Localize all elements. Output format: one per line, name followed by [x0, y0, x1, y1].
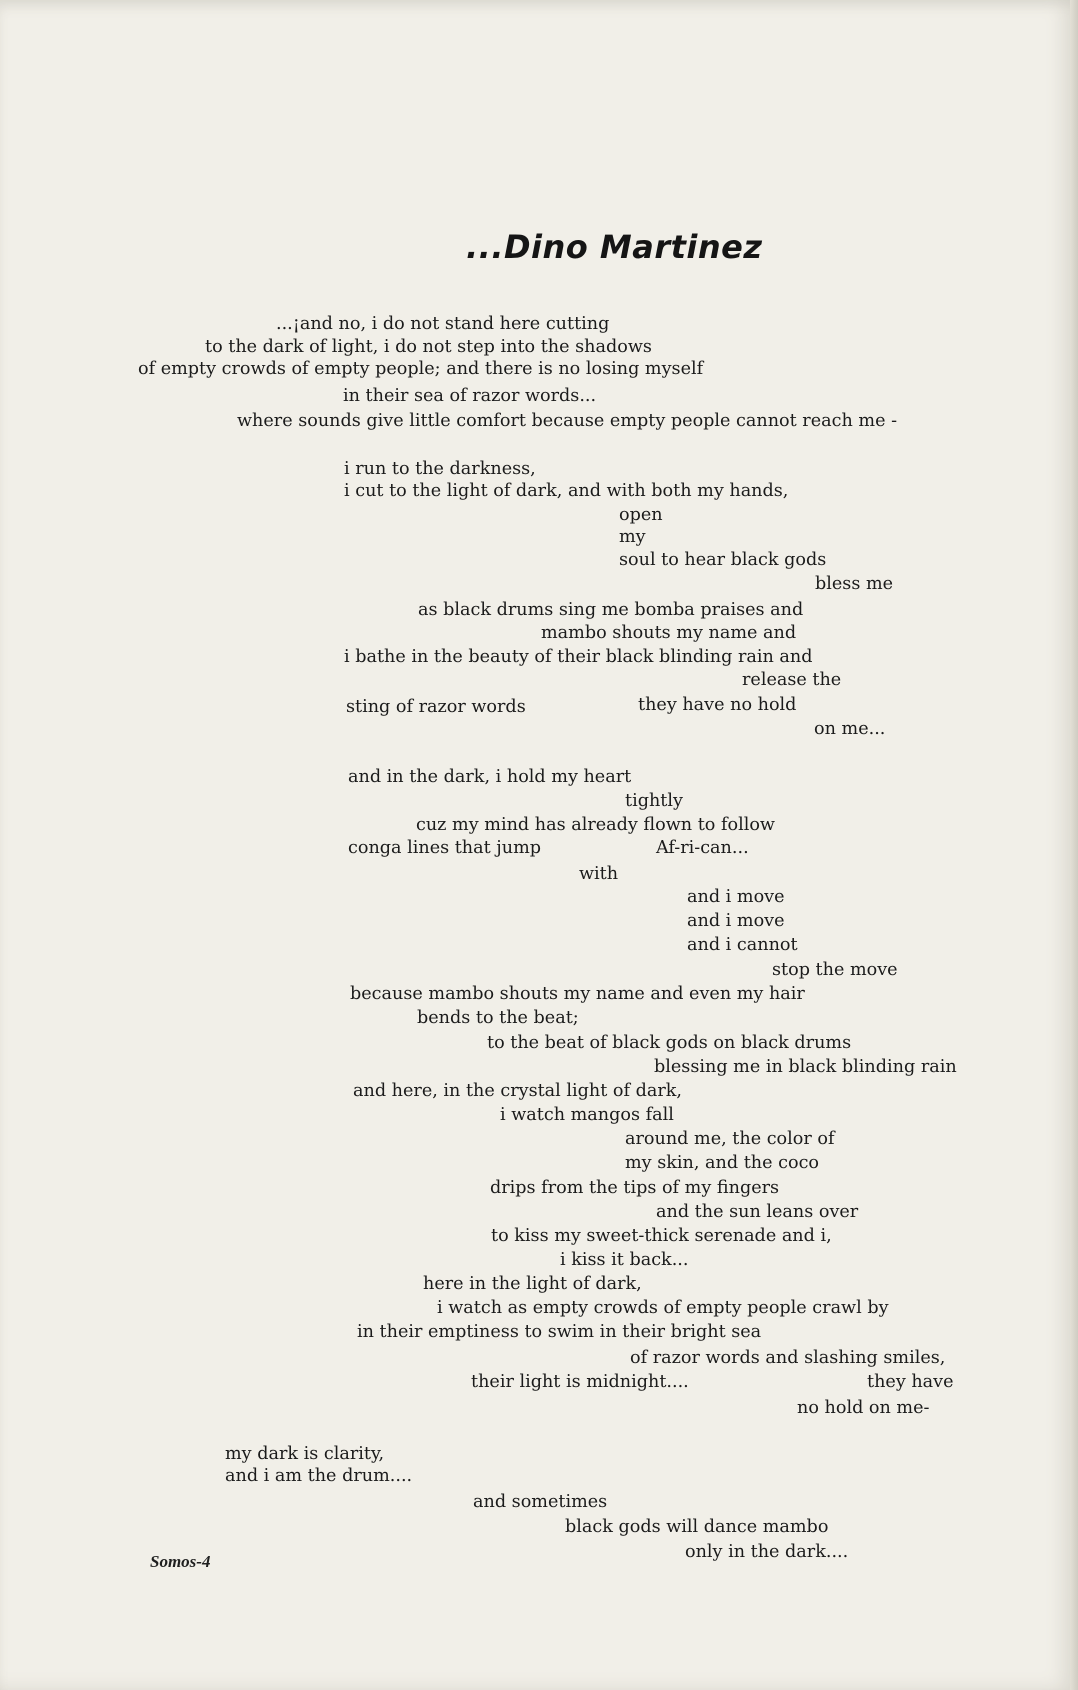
poem-line: to kiss my sweet-thick serenade and i,	[491, 1226, 832, 1246]
poem-line: Af-ri-can...	[656, 838, 749, 858]
poem-line: where sounds give little comfort because empty people cannot reach me -	[237, 411, 898, 431]
poem-line: conga lines that jump	[348, 838, 542, 858]
poem-line: i kiss it back...	[560, 1250, 689, 1270]
poem-line: to the dark of light, i do not step into the shadows	[205, 337, 652, 357]
poem-line: i run to the darkness,	[344, 459, 536, 479]
poem-line: their light is midnight....	[471, 1372, 689, 1392]
author-title: ...Dino Martinez	[466, 228, 763, 266]
poem-line: sting of razor words	[346, 697, 526, 717]
poem-line: cuz my mind has already flown to follow	[416, 815, 775, 835]
poem-line: around me, the color of	[625, 1129, 835, 1149]
poem-line: my dark is clarity,	[225, 1444, 385, 1464]
poem-line: i bathe in the beauty of their black blinding rain and	[344, 647, 813, 667]
poem-line: of empty crowds of empty people; and there is no losing myself	[138, 359, 704, 379]
poem-line: soul to hear black gods	[619, 550, 827, 570]
poem-line: as black drums sing me bomba praises and	[418, 600, 804, 620]
page-edge	[1070, 0, 1078, 1690]
poem-line: and sometimes	[473, 1492, 608, 1512]
poem-line: i watch mangos fall	[500, 1105, 674, 1125]
poem-line: here in the light of dark,	[423, 1274, 642, 1294]
poem-line: they have no hold	[638, 695, 797, 715]
poem-line: mambo shouts my name and	[541, 623, 797, 643]
poem-line: and i move	[687, 911, 785, 931]
poem-line: blessing me in black blinding rain	[654, 1057, 957, 1077]
poem-line: and i cannot	[687, 935, 798, 955]
poem-line: only in the dark....	[685, 1542, 849, 1562]
poem-line: in their sea of razor words...	[343, 386, 597, 406]
poem-line: black gods will dance mambo	[565, 1517, 829, 1537]
poem-line: i cut to the light of dark, and with both my hands,	[344, 481, 789, 501]
poem-line: my skin, and the coco	[625, 1153, 820, 1173]
poem-line: because mambo shouts my name and even my hair	[350, 984, 805, 1004]
poem-line: my	[619, 527, 646, 547]
poem-line: and the sun leans over	[656, 1202, 859, 1222]
poem-line: i watch as empty crowds of empty people crawl by	[437, 1298, 889, 1318]
poem-line: release the	[742, 670, 842, 690]
poem-line: on me...	[814, 719, 886, 739]
poem-line: no hold on me-	[797, 1398, 930, 1418]
page-footer: Somos-4	[150, 1552, 211, 1571]
poem-line: drips from the tips of my fingers	[490, 1178, 780, 1198]
poem-line: stop the move	[772, 960, 898, 980]
poem-line: and i am the drum....	[225, 1466, 413, 1486]
poem-line: and in the dark, i hold my heart	[348, 767, 632, 787]
poem-line: bends to the beat;	[417, 1008, 579, 1028]
poem-line: to the beat of black gods on black drums	[487, 1033, 852, 1053]
poem-line: bless me	[815, 574, 894, 594]
poem-line: open	[619, 505, 663, 525]
poem-line: tightly	[625, 791, 683, 811]
poem-line: in their emptiness to swim in their bright sea	[357, 1322, 762, 1342]
poem-line: and here, in the crystal light of dark,	[353, 1081, 683, 1101]
poem-line: of razor words and slashing smiles,	[630, 1348, 946, 1368]
poem-line: they have	[867, 1372, 954, 1392]
poem-line: with	[579, 864, 619, 884]
poem-line: and i move	[687, 887, 785, 907]
poem-line: ...¡and no, i do not stand here cutting	[276, 314, 610, 334]
